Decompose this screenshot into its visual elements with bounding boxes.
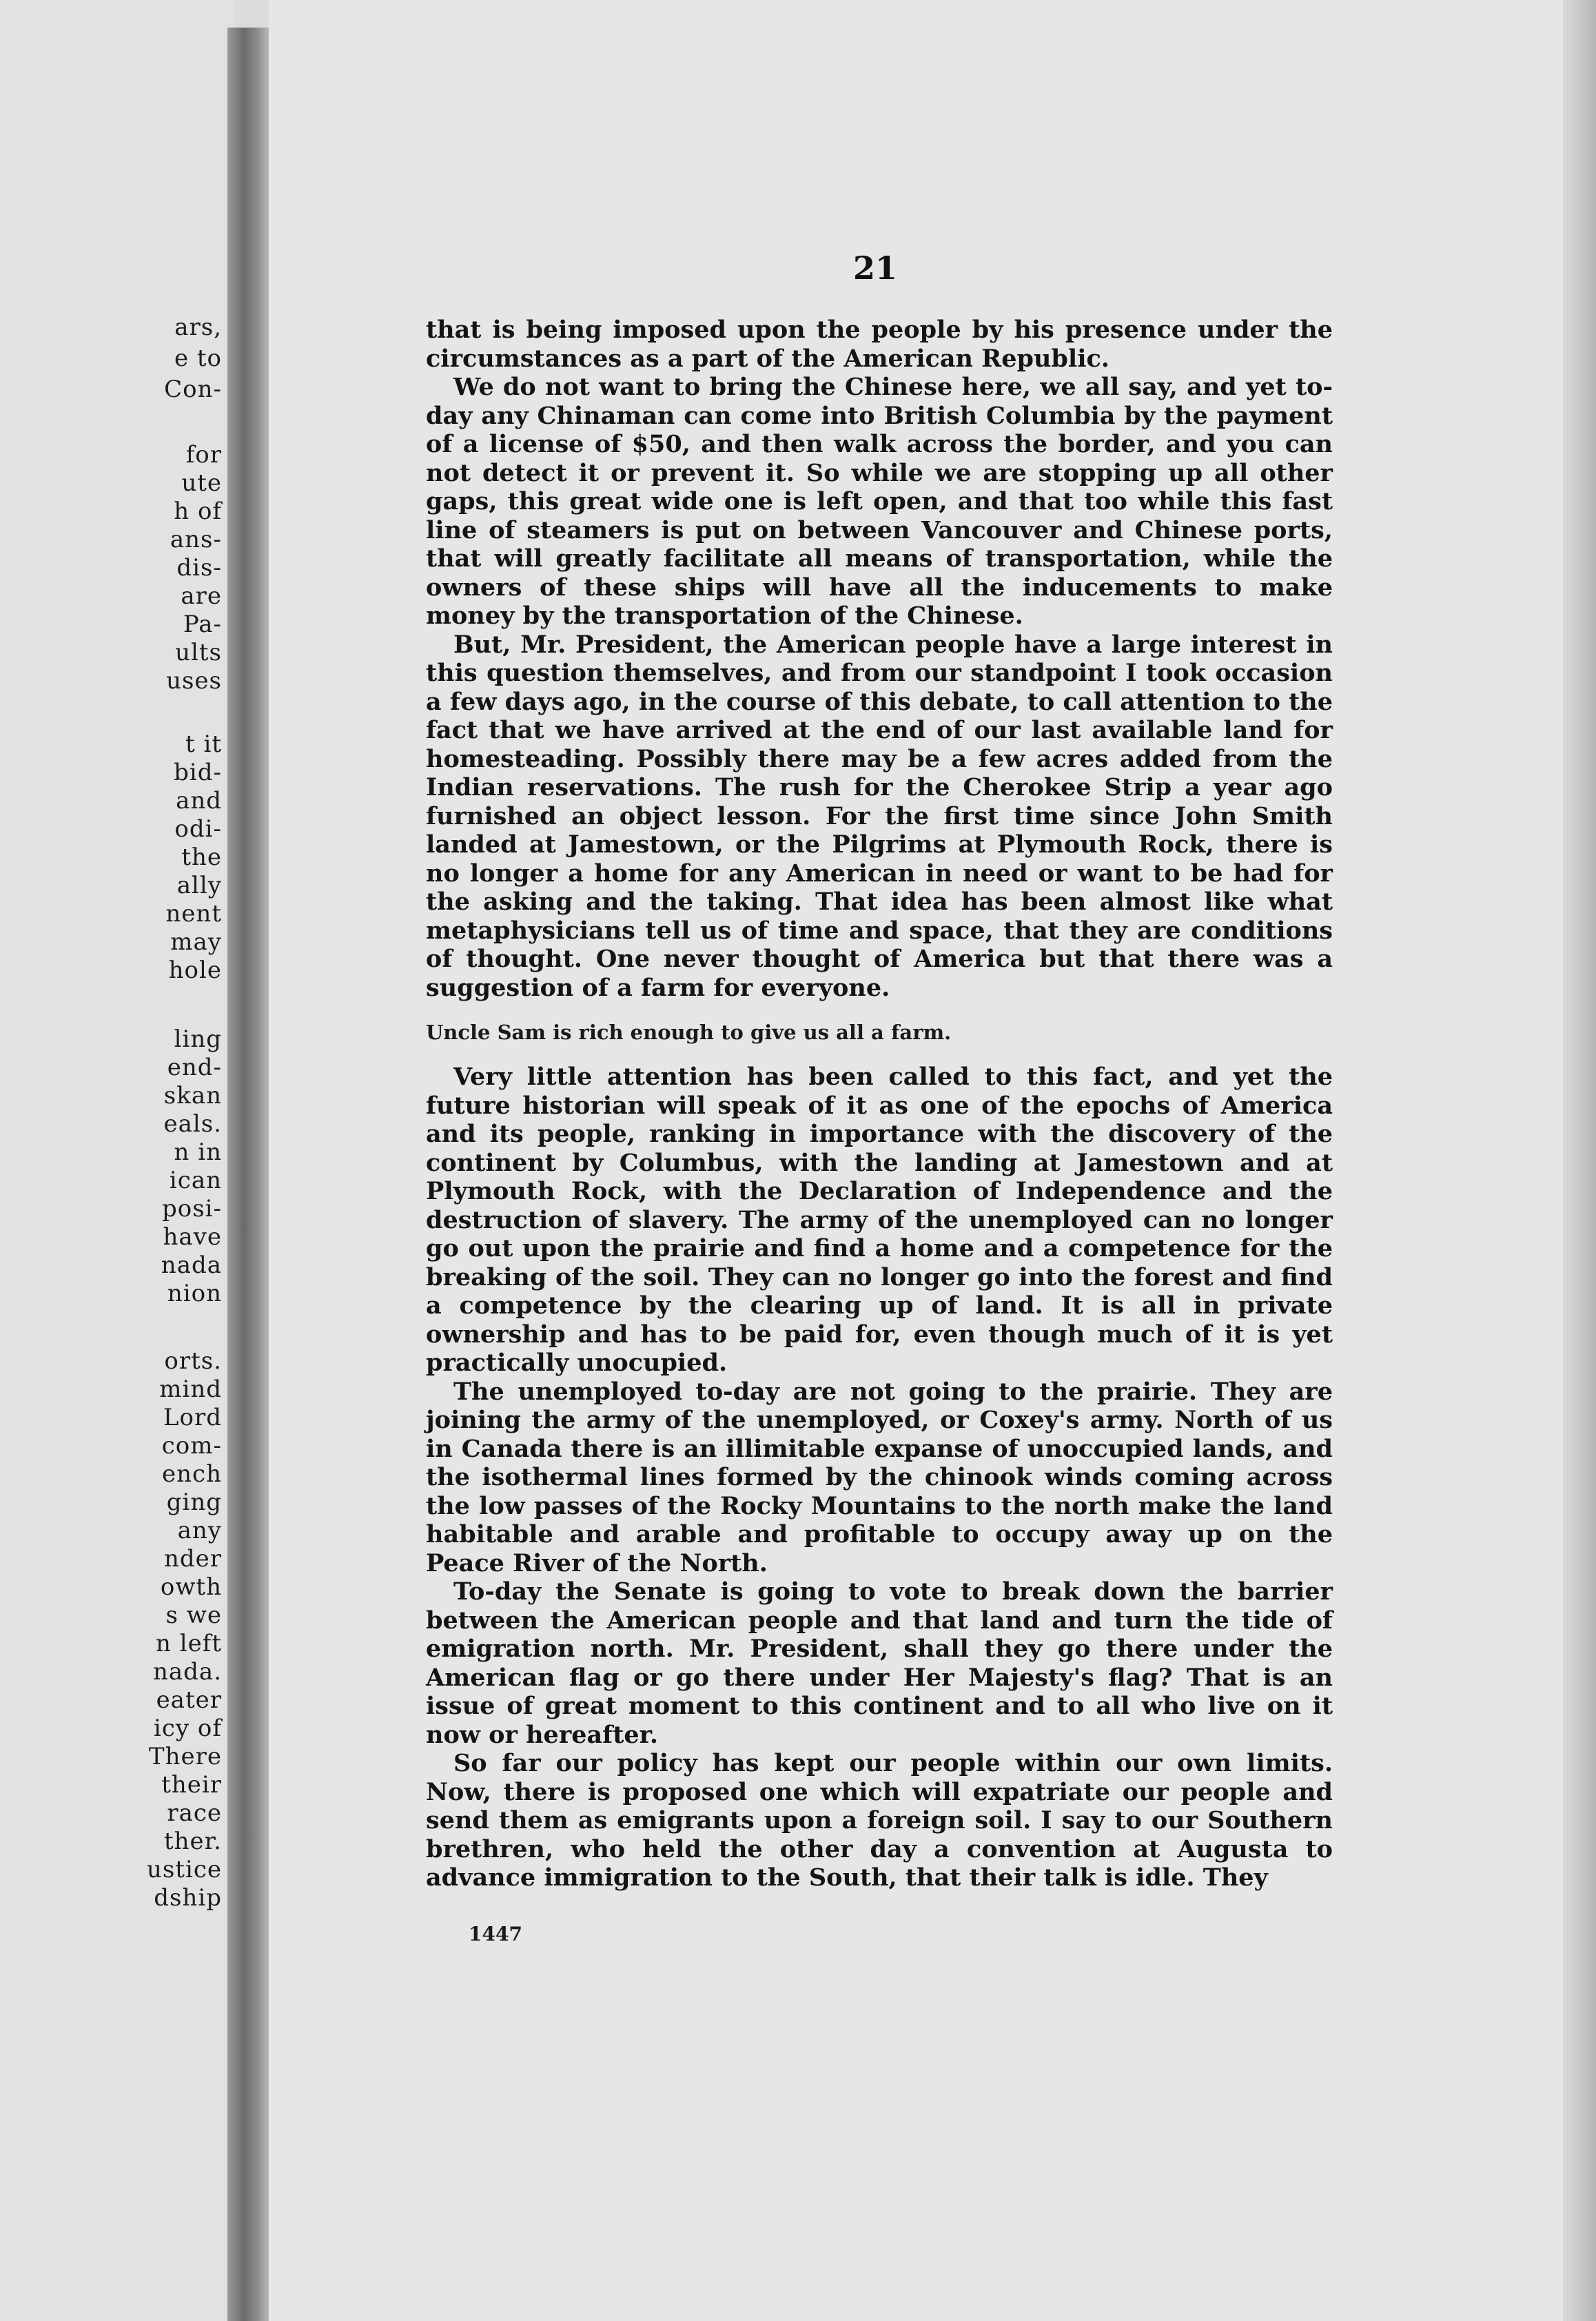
facing-page-fragment: Pa- <box>183 611 222 638</box>
facing-page-fragment: ging <box>166 1489 222 1516</box>
facing-page-fragment: ans- <box>170 526 222 553</box>
page-edge <box>1563 0 1596 2321</box>
facing-page-fragment: t it <box>185 730 222 758</box>
facing-page <box>0 0 234 2321</box>
facing-page-fragment: are <box>181 582 222 610</box>
facing-page-fragment: There <box>148 1743 222 1770</box>
facing-page-fragment: ench <box>162 1460 222 1488</box>
paragraph: that is being imposed upon the people by his presence under the circumstances as a part of the American Republic. <box>426 316 1333 373</box>
facing-page-fragment: ustice <box>146 1856 222 1883</box>
facing-page-fragment: s we <box>165 1602 222 1629</box>
facing-page-fragment: nion <box>167 1280 222 1307</box>
facing-page-fragment: ults <box>175 639 222 666</box>
facing-page-fragment: for <box>185 441 222 469</box>
facing-page-fragment: com- <box>161 1432 222 1460</box>
paragraph: We do not want to bring the Chinese here, we all say, and yet to-day any Chinaman can come into British Columbia by the payment of a license of $50, and then walk across the border, and you can not detect it or prevent it. So while we are stopping up all other gaps, this great wide one is left open, and that too while this fast line of steamers is put on between Vancouver and Chinese ports, that will greatly facilitate all means of transportation, while the owners of these ships will have all the inducements to make money by the transportation of the Chinese. <box>426 373 1333 630</box>
facing-page-fragment: uses <box>166 667 222 695</box>
facing-page-fragment: ally <box>176 872 222 899</box>
facing-page-fragment: race <box>167 1799 222 1827</box>
facing-page-fragment: nada. <box>152 1658 222 1686</box>
facing-page-fragment: dis- <box>176 554 222 582</box>
facing-page-fragment: any <box>177 1517 222 1544</box>
facing-page-fragment: ling <box>174 1025 222 1053</box>
paragraph: But, Mr. President, the American people have a large interest in this question themselves, and from our standpoint I took occasion a few days ago, in the course of this debate, to call attention to the fact that we have arrived at the end of our last available land for homesteading. Possibly there may be a few acres added from the Indian reservations. The rush for the Cherokee Strip a year ago furnished an object lesson. For the first time since John Smith landed at Jamestown, or the Pilgrims at Plymouth Rock, there is no longer a home for any American in need or want to be had for the asking and the taking. That idea has been almost like what metaphysicians tell us of time and space, that they are conditions of thought. One never thought of America but that there was a suggestion of a farm for everyone. <box>426 630 1333 1002</box>
facing-page-fragment: eals. <box>163 1110 222 1138</box>
facing-page-fragment: mind <box>159 1376 222 1403</box>
facing-page-fragment: ican <box>169 1167 222 1194</box>
facing-page-fragment: Lord <box>163 1404 222 1431</box>
paragraph: To-day the Senate is going to vote to break down the barrier between the American people and that land and turn the tide of emigration north. Mr. President, shall they go there under the American flag or go there under Her Majesty's flag? That is an issue of great moment to this continent and to all who live on it now or hereafter. <box>426 1577 1333 1749</box>
facing-page-fragment: nder <box>163 1545 222 1573</box>
facing-page-fragment: eater <box>156 1686 222 1714</box>
facing-page-fragment: n left <box>156 1630 222 1657</box>
facing-page-fragment: the <box>181 843 222 871</box>
facing-page-fragment: ther. <box>163 1828 222 1855</box>
facing-page-fragment: have <box>163 1223 222 1251</box>
facing-page-fragment: end- <box>167 1054 222 1081</box>
facing-page-fragment: hole <box>168 957 222 984</box>
facing-page-fragment: posi- <box>161 1195 222 1223</box>
form-number: 1447 <box>469 1923 522 1945</box>
facing-page-fragment: may <box>170 928 222 956</box>
paragraph: So far our policy has kept our people within our own limits. Now, there is proposed one which will expatriate our people and send them as emigrants upon a foreign soil. I say to our Southern brethren, who held the other day a convention at Augusta to advance immigration to the South, that their talk is idle. They <box>426 1749 1333 1892</box>
page-number: 21 <box>853 249 898 287</box>
facing-page-fragment: Con- <box>164 376 222 403</box>
facing-page-fragment: nent <box>165 900 222 928</box>
facing-page-fragment: owth <box>160 1573 222 1601</box>
facing-page-fragment: n in <box>174 1138 222 1166</box>
facing-page-fragment: nada <box>161 1251 222 1279</box>
paragraph: The unemployed to-day are not going to the prairie. They are joining the army of the unemployed, or Coxey's army. North of us in Canada there is an illimitable expanse of unoccupied lands, and the isothermal lines formed by the chinook winds coming across the low passes of the Rocky Mountains to the north make the land habitable and arable and profitable to occupy away up on the Peace River of the North. <box>426 1377 1333 1577</box>
body-text <box>426 316 1333 1892</box>
facing-page-fragment: icy of <box>154 1715 222 1742</box>
facing-page-fragment: their <box>161 1771 222 1799</box>
facing-page-fragment: e to <box>174 345 222 372</box>
facing-page-fragment: bid- <box>174 759 222 786</box>
facing-page-fragment: ute <box>181 469 222 497</box>
paragraph: Very little attention has been called to this fact, and yet the future historian will speak of it as one of the epochs of America and its people, ranking in importance with the discovery of the continent by Columbus, with the landing at Jamestown and at Plymouth Rock, with the Declaration of Independence and the destruction of slavery. The army of the unemployed can no longer go out upon the prairie and find a home and a competence for the breaking of the soil. They can no longer go into the forest and find a competence by the clearing up of land. It is all in private ownership and has to be paid for, even though much of it is yet practically unocupied. <box>426 1063 1333 1377</box>
facing-page-fragment: and <box>176 787 222 815</box>
facing-page-fragment: h of <box>174 498 222 525</box>
facing-page-fragment: skan <box>163 1082 222 1110</box>
facing-page-fragment: odi- <box>174 815 222 843</box>
book-spine <box>227 28 269 2321</box>
facing-page-fragment: orts. <box>164 1347 222 1375</box>
section-heading: Uncle Sam is rich enough to give us all a farm. <box>426 1021 952 1044</box>
facing-page-fragment: dship <box>154 1884 222 1912</box>
facing-page-fragment: ars, <box>174 314 222 341</box>
